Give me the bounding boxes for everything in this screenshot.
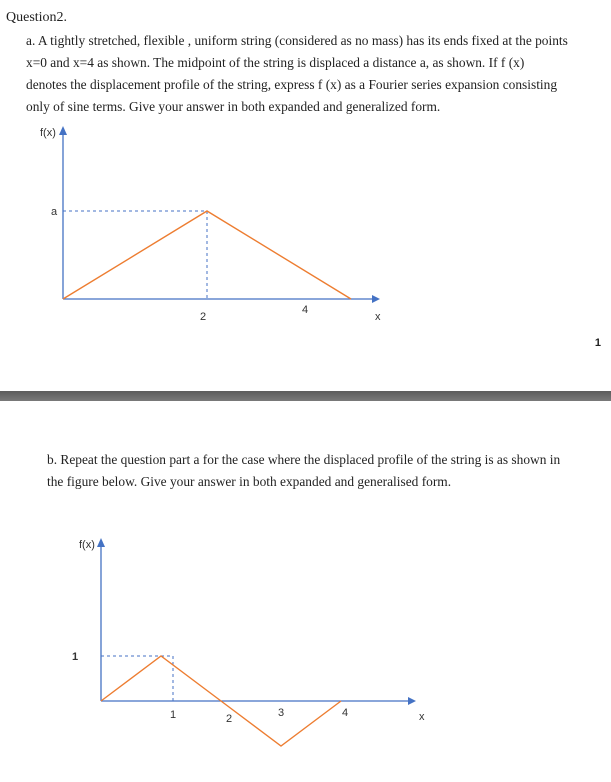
figure-b-peak-label: 1 — [72, 651, 79, 663]
figure-b-x-arrow-icon — [408, 697, 416, 705]
figure-a-tick-2: 2 — [200, 311, 207, 323]
part-a-line: denotes the displacement profile of the string, express f (x) as a Fourier series expansion consisting — [26, 77, 558, 92]
figure-a-peak-label: a — [51, 206, 58, 218]
figure-b-y-arrow-icon — [97, 538, 105, 547]
figure-b-tick-4: 4 — [342, 707, 349, 719]
figure-a-tick-4: 4 — [302, 304, 309, 316]
part-a-line: x=0 and x=4 as shown. The midpoint of the string is displaced a distance a, as shown. If f (x) — [26, 55, 525, 70]
part-a-line: a. A tightly stretched, flexible , uniform string (considered as no mass) has its ends fixed at the points — [26, 33, 568, 48]
part-a-line: only of sine terms. Give your answer in both expanded and generalized form. — [26, 99, 441, 114]
figure-b-y-label: f(x) — [79, 539, 95, 551]
figure-a-x-label: x — [375, 311, 381, 323]
figure-a-y-label: f(x) — [40, 127, 56, 139]
page-number: 1 — [594, 337, 601, 349]
figure-b-tick-2: 2 — [226, 713, 233, 725]
question-heading: Question2. — [6, 10, 68, 25]
part-b-line: b. Repeat the question part a for the case where the displaced profile of the string is as shown in — [47, 452, 561, 467]
figure-b-tick-1: 1 — [170, 709, 177, 721]
figure-b-tick-3: 3 — [278, 707, 285, 719]
part-b-line: the figure below. Give your answer in both expanded and generalised form. — [47, 474, 452, 489]
figure-b-x-label: x — [419, 711, 425, 723]
